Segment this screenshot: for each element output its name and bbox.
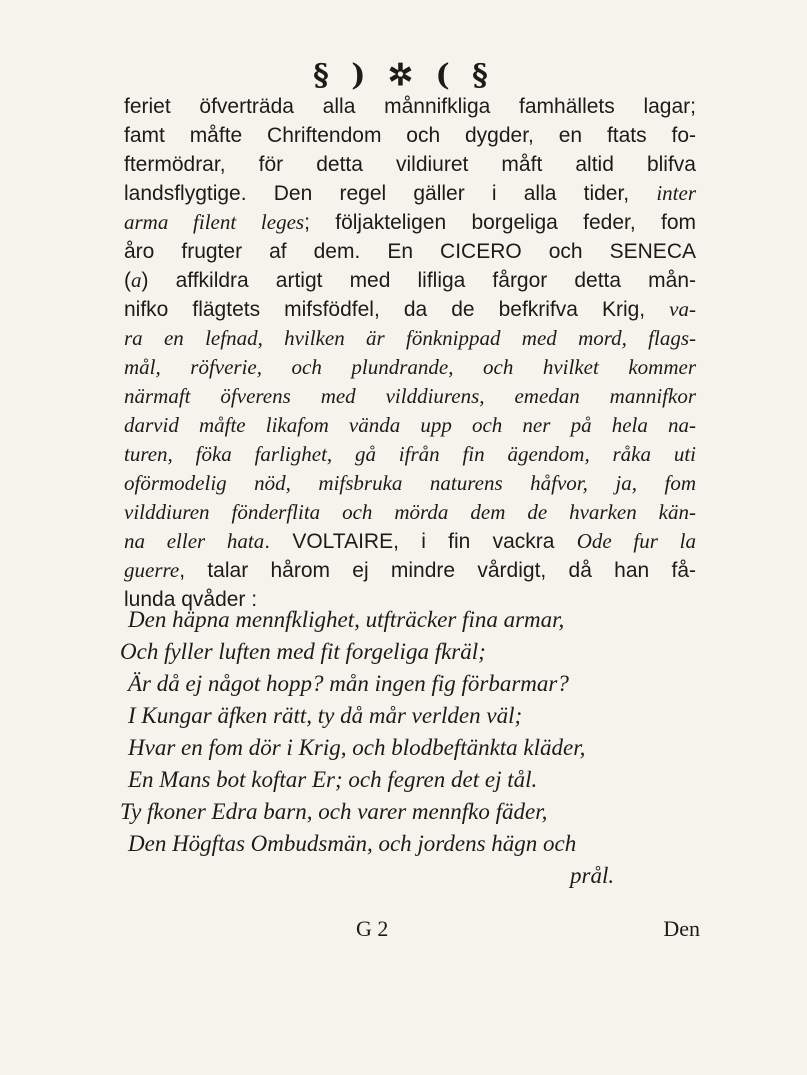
prose-line bbox=[124, 353, 696, 382]
prose-line bbox=[124, 498, 696, 527]
italic-text: närmaft öfverens med vilddiurens, emedan mannifkor bbox=[124, 384, 696, 408]
roman-text: lunda qvåder : bbox=[124, 588, 258, 611]
prose-line bbox=[124, 92, 696, 121]
italic-text: Ode fur la bbox=[576, 529, 696, 553]
italic-text: vilddiuren fönderflita och mörda dem de hvarken kän- bbox=[124, 500, 696, 524]
roman-text: nifko flägtets mifsfödfel, da de befkrifva Krig, bbox=[124, 298, 670, 321]
poem-line: I Kungar äfken rätt, ty då mår verlden väl; bbox=[128, 703, 523, 728]
italic-text: guerre bbox=[124, 558, 180, 582]
italic-text: darvid måfte likafom vända upp och ner på hela na- bbox=[124, 413, 696, 437]
roman-text: landsflygtige. Den regel gäller i alla tider, bbox=[124, 182, 657, 205]
prose-line bbox=[124, 382, 696, 411]
prose-line bbox=[124, 179, 696, 208]
italic-text: inter bbox=[656, 181, 696, 205]
italic-text: va- bbox=[669, 297, 696, 321]
italic-text: turen, föka farlighet, gå ifrån fin ägendom, råka uti bbox=[124, 442, 696, 466]
roman-text: åro frugter af dem. En CICERO och SENECA bbox=[124, 240, 696, 263]
prose-line bbox=[124, 527, 696, 556]
poem-line: Och fyller luften med fit forgeliga fkräl; bbox=[120, 639, 486, 664]
header-ornament: § ) ✲ ( § bbox=[313, 58, 494, 93]
italic-text: arma filent leges bbox=[124, 210, 305, 234]
catchword: Den bbox=[663, 916, 700, 941]
prose-line bbox=[124, 295, 696, 324]
italic-text: na eller hata bbox=[124, 529, 265, 553]
prose-line bbox=[124, 469, 696, 498]
prose-line bbox=[124, 440, 696, 469]
signature-mark: G 2 bbox=[356, 916, 389, 941]
prose-line bbox=[124, 324, 696, 353]
roman-text: . VOLTAIRE, i fin vackra bbox=[264, 530, 577, 553]
poem-line: En Mans bot koftar Er; och fegren det ej tål. bbox=[128, 767, 538, 792]
poem-line: Ty fkoner Edra barn, och varer mennfko fäder, bbox=[120, 799, 548, 824]
italic-text: oförmodelig nöd, mifsbruka naturens håfvor, ja, fom bbox=[124, 471, 696, 495]
roman-text: ; följakteligen borgeliga feder, fom bbox=[304, 211, 696, 234]
prose-line bbox=[124, 121, 696, 150]
roman-text: famt måfte Chriftendom och dygder, en ftats fo- bbox=[124, 124, 696, 147]
prose-line bbox=[124, 556, 696, 585]
prose-line bbox=[124, 266, 696, 295]
roman-text: ftermödrar, för detta vildiuret måft altid blifva bbox=[124, 153, 696, 176]
page-footer bbox=[120, 916, 700, 946]
prose-line bbox=[124, 411, 696, 440]
poem-line: Hvar en fom dör i Krig, och blodbeftänkta kläder, bbox=[128, 735, 586, 760]
poem-block bbox=[120, 604, 700, 892]
prose-line bbox=[124, 150, 696, 179]
poem-line: Den Högftas Ombudsmän, och jordens hägn och bbox=[128, 831, 577, 856]
prose-line bbox=[124, 208, 696, 237]
prose-line bbox=[124, 237, 696, 266]
italic-text: a bbox=[131, 268, 142, 292]
poem-line: prål. bbox=[570, 863, 615, 888]
roman-text: , talar hårom ej mindre vårdigt, då han få- bbox=[179, 559, 696, 582]
roman-text: feriet öfverträda alla månnifkliga famhällets lagar; bbox=[124, 95, 696, 118]
prose-block bbox=[124, 92, 696, 614]
italic-text: ra en lefnad, hvilken är fönknippad med mord, flags- bbox=[124, 326, 696, 350]
poem-line: Är då ej något hopp? mån ingen fig förbarmar? bbox=[128, 671, 569, 696]
poem-line: Den häpna mennfklighet, utfträcker fina armar, bbox=[128, 607, 565, 632]
roman-text: ( bbox=[124, 269, 131, 292]
italic-text: mål, röfverie, och plundrande, och hvilket kommer bbox=[124, 355, 696, 379]
roman-text: ) affkildra artigt med lifliga fårgor detta mån- bbox=[141, 269, 696, 292]
